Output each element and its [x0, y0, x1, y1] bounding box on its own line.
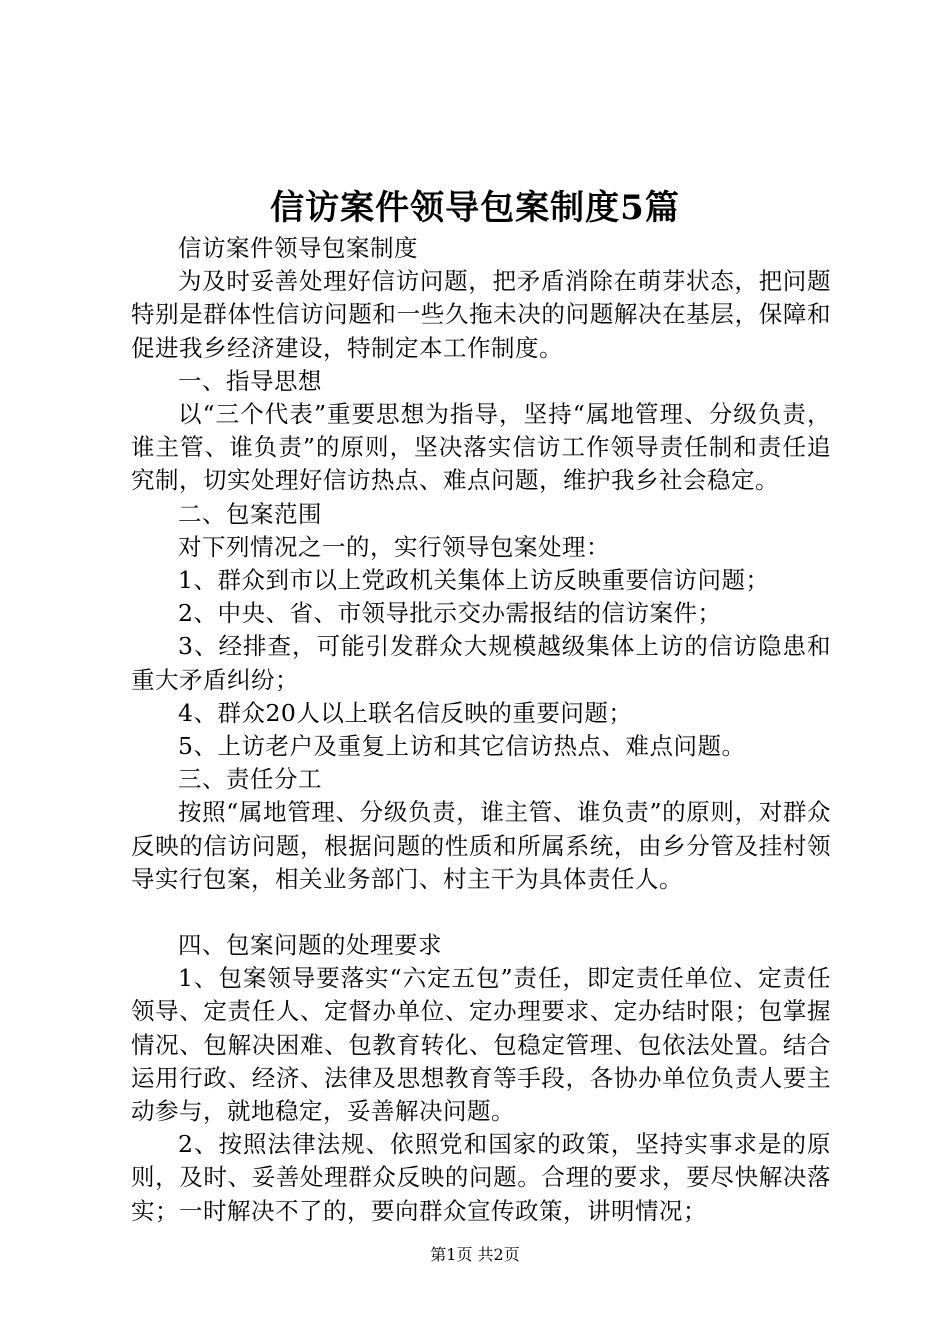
list-item: 5、上访老户及重复上访和其它信访热点、难点问题。	[178, 732, 746, 761]
section-heading-3: 三、责任分工	[178, 765, 322, 794]
paragraph-scope-intro: 对下列情况之一的，实行领导包案处理：	[178, 532, 610, 561]
list-item: 1、群众到市以上党政机关集体上访反映重要信访问题；	[178, 566, 770, 595]
paragraph-requirement-1: 1、包案领导要落实“六定五包”责任，即定责任单位、定责任领导、定责任人、定督办单位、定办理要求、定办结时限；包掌握情况、包解决困难、包教育转化、包稳定管理、包依法处置。结合运用行政、经济、法律及思想教育等手段，各协办单位负责人要主动参与，就地稳定，妥善解决问题。	[131, 964, 831, 1126]
section-heading-4: 四、包案问题的处理要求	[178, 931, 442, 960]
list-item: 2、中央、省、市领导批示交办需报结的信访案件；	[178, 599, 722, 628]
paragraph-responsibility: 按照“属地管理、分级负责，谁主管、谁负责”的原则，对群众反映的信访问题，根据问题的性质和所属系统，由乡分管及挂村领导实行包案，相关业务部门、村主干为具体责任人。	[131, 798, 831, 893]
document-title: 信访案件领导包案制度5篇	[270, 188, 680, 228]
section-heading-2: 二、包案范围	[178, 499, 322, 528]
list-item: 3、经排查，可能引发群众大规模越级集体上访的信访隐患和重大矛盾纠纷；	[131, 632, 831, 694]
page-footer: 第1页 共2页	[430, 1245, 520, 1264]
section-heading-1: 一、指导思想	[178, 366, 322, 395]
list-item: 4、群众20人以上联名信反映的重要问题；	[178, 698, 633, 727]
document-body	[131, 232, 831, 1228]
paragraph-requirement-2: 2、按照法律法规、依照党和国家的政策，坚持实事求是的原则，及时、妥善处理群众反映的问题。合理的要求，要尽快解决落实；一时解决不了的，要向群众宣传政策，讲明情况；	[131, 1130, 831, 1225]
paragraph-intro: 为及时妥善处理好信访问题，把矛盾消除在萌芽状态，把问题特别是群体性信访问题和一些久拖未决的问题解决在基层，保障和促进我乡经济建设，特制定本工作制度。	[131, 267, 831, 362]
subtitle: 信访案件领导包案制度	[178, 234, 418, 262]
paragraph-guiding-thought: 以“三个代表”重要思想为指导，坚持“属地管理、分级负责，谁主管、谁负责”的原则，坚决落实信访工作领导责任制和责任追究制，切实处理好信访热点、难点问题，维护我乡社会稳定。	[131, 400, 831, 495]
